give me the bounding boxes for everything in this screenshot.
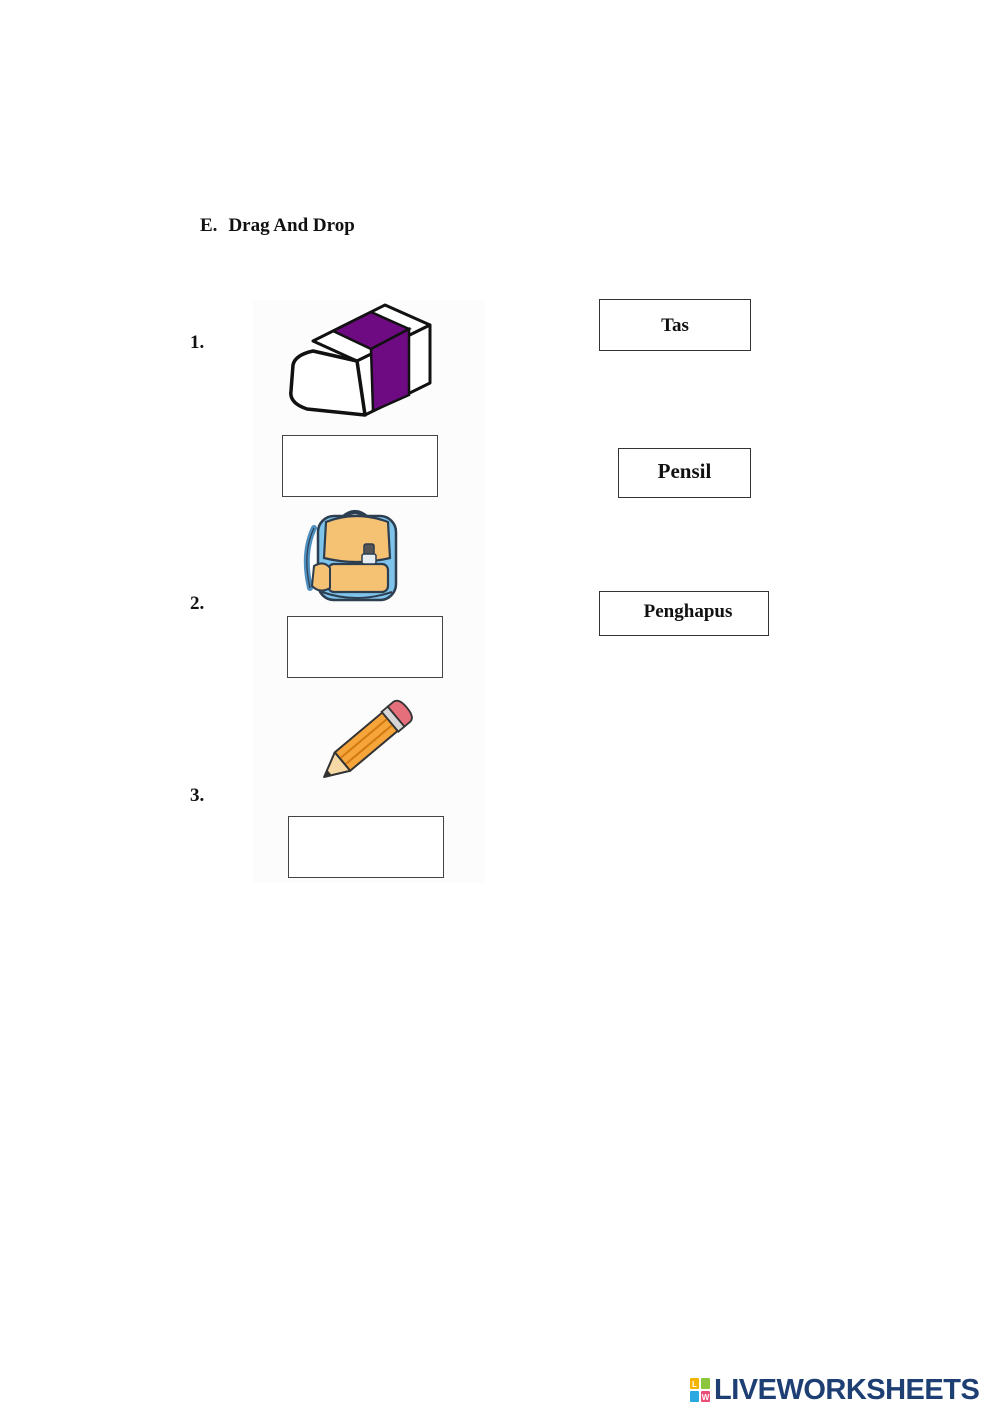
item-number-1: 1.: [190, 332, 205, 353]
eraser-image: [285, 303, 435, 423]
word-penghapus[interactable]: Penghapus: [599, 591, 769, 636]
word-pensil[interactable]: Pensil: [618, 448, 751, 498]
drop-zone-1[interactable]: [282, 435, 438, 497]
liveworksheets-mark-icon: [690, 1378, 710, 1402]
liveworksheets-logo: [690, 1374, 979, 1406]
drop-zone-2[interactable]: [287, 616, 443, 678]
drop-zone-3[interactable]: [288, 816, 444, 878]
pencil-image: [315, 695, 420, 787]
backpack-image: [300, 508, 405, 606]
word-tas[interactable]: Tas: [599, 299, 751, 351]
item-number-3: 3.: [190, 785, 205, 806]
logo-mark-letter-l: L: [692, 1380, 697, 1389]
section-title: Drag And Drop: [228, 215, 355, 236]
item-number-2: 2.: [190, 593, 205, 614]
section-letter: E.: [200, 215, 218, 236]
logo-text: LIVEWORKSHEETS: [714, 1373, 980, 1406]
section-heading: [200, 215, 355, 237]
logo-mark-letter-w: W: [701, 1393, 710, 1402]
